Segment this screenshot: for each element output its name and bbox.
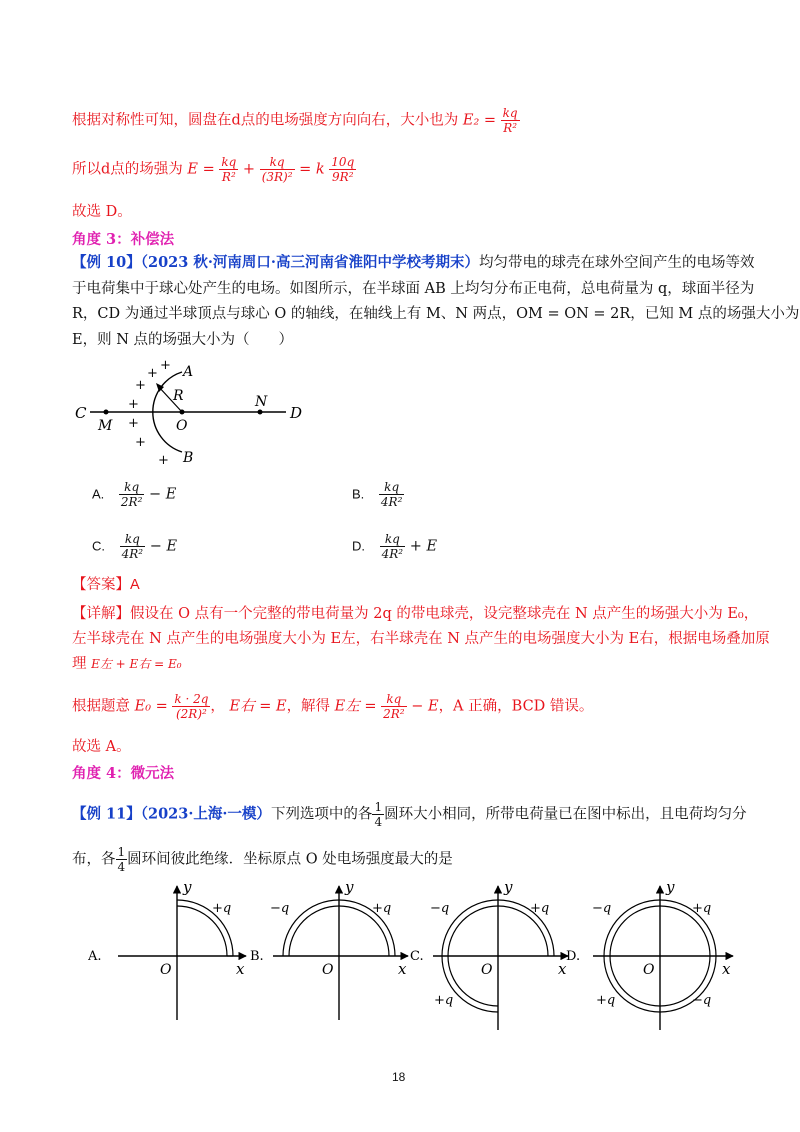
option-c-tail: − E [149, 538, 178, 555]
quarter-fraction [372, 800, 384, 829]
detail-line2: 左半球壳在 N 点产生的电场强度大小为 E左，右半球壳在 N 点产生的电场强度大小为 E右，根据电场叠加原 [72, 631, 770, 647]
example-10-line4: E，则 N 点的场强大小为（ ） [72, 331, 293, 348]
result-line [72, 692, 593, 721]
heading-infinitesimal: 角度 4：微元法 [72, 765, 175, 782]
result-suffix: ，A 正确，BCD 错误。 [438, 698, 594, 715]
e2-den: R² [503, 121, 518, 135]
term2-num: kq [260, 155, 295, 170]
e-left-tail: − E [411, 698, 439, 715]
point-o [180, 410, 185, 415]
result-prefix: 根据题意 [72, 698, 130, 715]
e2-num: kq [502, 106, 518, 120]
example-11-text3: 布，各 [72, 851, 116, 868]
quarter-den: 4 [374, 815, 383, 829]
heading-compensation: 角度 3：补偿法 [72, 231, 175, 248]
label-d: D [290, 404, 303, 422]
option-c-den: 4R² [121, 547, 144, 561]
option-a[interactable] [92, 480, 176, 509]
e0-lhs: E₀ = [134, 698, 168, 715]
option-a-label: A. [88, 949, 102, 964]
example-11-text2: 圆环大小相同，所带电荷量已在图中标出，且电荷均匀分 [384, 806, 747, 823]
origin-label: O [481, 962, 493, 978]
result-solve: ，解得 [286, 698, 331, 715]
plus-sign: + [160, 360, 171, 373]
example-10 [72, 250, 800, 353]
e0-den: (2R)² [175, 707, 207, 721]
field-at-d-line [72, 155, 356, 184]
option-b-den: 4R² [380, 495, 403, 509]
option-b[interactable] [352, 480, 404, 509]
example-10-tag: 【例 10】 [72, 254, 141, 271]
superposition-formula: E左 + E右 = E₀ [91, 657, 182, 671]
origin-label: O [322, 962, 334, 978]
charge-label: +q [212, 901, 232, 916]
charge-label: +q [596, 993, 616, 1008]
plus-sign: + [128, 397, 139, 412]
option-c-label: C. [410, 949, 424, 964]
example-10-source: （2023 秋·河南周口·高三河南省淮阳中学校考期末） [140, 254, 479, 271]
e-left-fraction [381, 692, 406, 721]
option-b-num: kq [379, 480, 404, 495]
detail-line3-prefix: 理 [72, 656, 87, 672]
answer-value: A [130, 577, 140, 593]
e-left-lhs: E左 = [334, 698, 377, 715]
example-11-text4: 圆环间彼此绝缘．坐标原点 O 处电场强度最大的是 [127, 851, 453, 868]
option-d-fraction [380, 532, 405, 561]
e0-num: k · 2q [174, 692, 209, 706]
plus-sign: + [135, 435, 146, 450]
option-b-figure[interactable] [250, 880, 408, 1020]
y-label: y [504, 880, 513, 896]
option-d-num: kq [380, 532, 405, 547]
example-11-line1 [72, 800, 747, 829]
plus-sign: + [242, 161, 256, 178]
option-d-figure[interactable] [566, 880, 733, 1030]
example-11-text1: 下列选项中的各 [270, 806, 373, 823]
label-a: A [183, 364, 194, 380]
equals-k: = k [299, 161, 325, 178]
option-d[interactable] [352, 532, 437, 561]
point-n [258, 410, 263, 415]
example-11-tag: 【例 11】 [72, 805, 141, 823]
label-m: M [98, 418, 113, 434]
quarter-num: 1 [374, 800, 383, 814]
charge-label: −q [592, 901, 612, 916]
origin-label: O [643, 962, 655, 978]
detail-block [72, 602, 770, 677]
term2-fraction [260, 155, 295, 184]
charge-label: +q [530, 901, 550, 916]
option-b-fraction [379, 480, 404, 509]
label-n: N [255, 394, 268, 410]
example-10-line2: 于电荷集中于球心处产生的电场。如图所示，在半球面 AB 上均匀分布正电荷，总电荷量为 q，球面半径为 [72, 280, 755, 297]
plus-sign: + [158, 453, 169, 468]
example-11-line2 [72, 845, 453, 874]
charge-label: −q [692, 993, 712, 1008]
y-label: y [666, 880, 675, 896]
option-c-figure[interactable] [410, 880, 568, 1030]
label-c: C [75, 404, 87, 422]
conclusion-a: 故选 A。 [72, 739, 131, 755]
x-label: x [398, 960, 407, 978]
charge-label: +q [692, 901, 712, 916]
quarter-fraction [116, 845, 128, 874]
term1-fraction [219, 155, 238, 184]
e-right-eq: E右 = E [229, 698, 287, 715]
origin-label: O [160, 962, 172, 978]
option-d-label: D. [566, 949, 581, 964]
detail-label: 【详解】 [72, 606, 130, 622]
term3-num: 10q [331, 155, 355, 169]
charge-label: +q [372, 901, 392, 916]
term1-num: kq [221, 155, 237, 169]
quarter-num: 1 [117, 845, 126, 859]
option-a-fraction [119, 480, 144, 509]
ring-options-figure [88, 880, 748, 1040]
option-a-den: 2R² [120, 495, 143, 509]
term2-den: (3R)² [261, 170, 293, 184]
hemisphere-figure [70, 360, 330, 470]
x-label: x [558, 960, 567, 978]
page-number: 18 [392, 1070, 406, 1084]
answer-label: 【答案】 [72, 577, 130, 593]
option-a-letter: A. [92, 486, 105, 502]
x-label: x [722, 960, 731, 978]
label-b: B [183, 450, 194, 466]
e2-fraction [501, 106, 520, 135]
option-c-num: kq [120, 532, 145, 547]
symmetry-line [72, 106, 520, 135]
option-d-tail: + E [409, 538, 438, 555]
e0-fraction [172, 692, 210, 721]
option-a-tail: − E [149, 486, 177, 503]
option-a-figure[interactable] [88, 880, 246, 1020]
label-r: R [173, 388, 184, 404]
label-o: O [176, 418, 188, 434]
answer-line [72, 575, 140, 595]
e-left-den: 2R² [383, 707, 405, 721]
quarter-den: 4 [117, 860, 126, 874]
e-lhs: E = [187, 161, 215, 178]
option-b-label: B. [250, 949, 264, 964]
e2-lhs: E₂ = [462, 112, 497, 129]
plus-sign: + [147, 366, 158, 381]
option-c-fraction [120, 532, 145, 561]
option-c[interactable] [92, 532, 177, 561]
option-d-den: 4R² [381, 547, 404, 561]
example-11-source: （2023·上海·一模） [140, 805, 271, 823]
term3-den: 9R² [332, 170, 354, 184]
symmetry-text: 根据对称性可知，圆盘在d点的电场强度方向向右，大小也为 [72, 112, 459, 129]
y-label: y [183, 880, 192, 896]
detail-line1: 假设在 O 点有一个完整的带电荷量为 2q 的带电球壳，设完整球壳在 N 点产生的场强大小为 E₀， [130, 606, 759, 622]
term3-fraction [329, 155, 356, 184]
plus-sign: + [128, 416, 139, 431]
y-label: y [345, 880, 354, 896]
example-10-line1: 均匀带电的球壳在球外空间产生的电场等效 [478, 255, 755, 271]
conclusion-d: 故选 D。 [72, 204, 132, 220]
term1-den: R² [221, 170, 236, 184]
option-b-letter: B. [352, 486, 365, 502]
option-c-letter: C. [92, 538, 105, 554]
e-left-num: kq [381, 692, 406, 707]
charge-label: +q [434, 993, 454, 1008]
point-m [104, 410, 109, 415]
example-10-line3: R，CD 为通过半球顶点与球心 O 的轴线，在轴线上有 M、N 两点，OM = ON = 2R，已知 M 点的场强大小为 [72, 306, 800, 322]
field-at-d-text: 所以d点的场强为 [72, 161, 183, 178]
option-a-num: kq [119, 480, 144, 495]
option-d-letter: D. [352, 538, 365, 554]
plus-sign: + [135, 378, 146, 393]
x-label: x [236, 960, 245, 978]
result-separator: ， [210, 698, 225, 715]
charge-label: −q [430, 901, 450, 916]
charge-label: −q [270, 901, 290, 916]
